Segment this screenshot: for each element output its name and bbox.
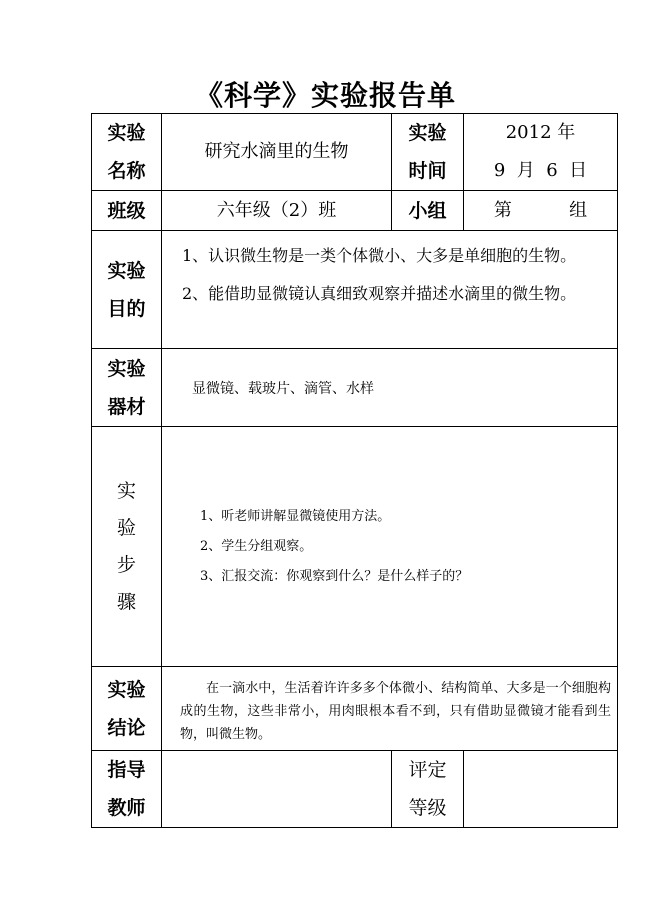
row-conclusion [92,667,618,751]
label-teacher: 指导 教师 [92,751,162,828]
experiment-name-value: 研究水滴里的生物 [162,114,392,191]
grade-value[interactable] [464,751,618,828]
label-grade: 评定 等级 [392,751,464,828]
row-class [92,191,618,231]
row-purpose [92,231,618,349]
teacher-value[interactable] [162,751,392,828]
conclusion-text: 在一滴水中，生活着许许多多个体微小、结构简单、大多是一个细胞构成的生物，这些非常小，用肉眼根本看不到，只有借助显微镜才能看到生物，叫微生物。 [162,667,618,751]
step-item: 3、汇报交流：你观察到什么？是什么样子的？ [200,568,469,584]
report-table [91,113,618,828]
purpose-content [162,231,618,349]
row-experiment-name [92,114,618,191]
row-steps [92,427,618,667]
row-equipment [92,349,618,427]
row-teacher [92,751,618,828]
steps-content [162,427,618,667]
label-group: 小组 [392,191,464,231]
label-steps: 实 验 步 骤 [92,427,162,667]
label-experiment-name: 实验 名称 [92,114,162,191]
class-value: 六年级（2）班 [162,191,392,231]
group-value: 第 组 [464,191,618,231]
date-month-day: 9 月 6 日 [493,160,588,181]
label-equipment: 实验 器材 [92,349,162,427]
label-class: 班级 [92,191,162,231]
label-conclusion: 实验 结论 [92,667,162,751]
date-year: 2012 年 [505,122,576,143]
step-item: 1、听老师讲解显微镜使用方法。 [200,508,391,524]
purpose-item: 2、能借助显微镜认真细致观察并描述水滴里的微生物。 [182,284,577,303]
label-purpose: 实验 目的 [92,231,162,349]
label-experiment-time: 实验 时间 [392,114,464,191]
page-title: 《科学》实验报告单 [194,79,456,112]
equipment-value: 显微镜、载玻片、滴管、水样 [162,349,618,427]
experiment-date-value [464,114,618,191]
step-item: 2、学生分组观察。 [200,538,313,554]
purpose-item: 1、认识微生物是一类个体微小、大多是单细胞的生物。 [182,246,577,265]
